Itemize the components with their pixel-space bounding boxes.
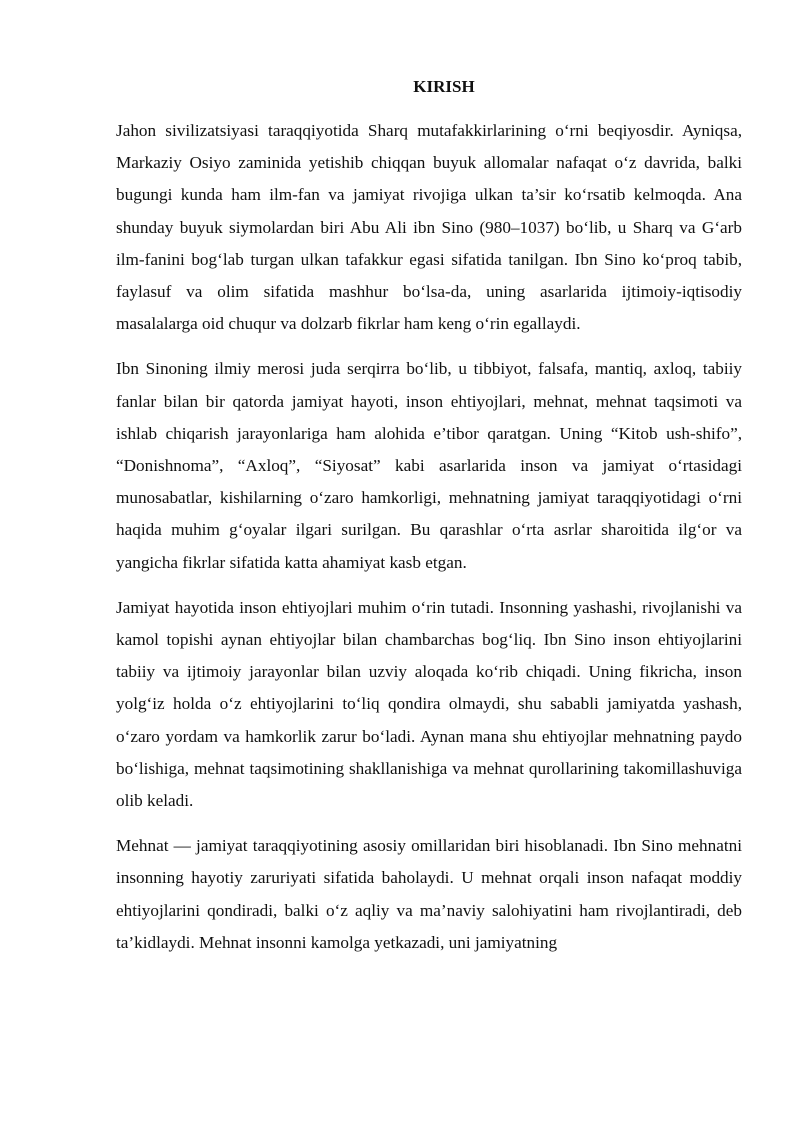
section-heading: KIRISH <box>413 77 475 96</box>
paragraph-3: Jamiyat hayotida inson ehtiyojlari muhim o‘rin tutadi. Insonning yashashi, rivojlanishi va kamol topishi aynan ehtiyojlar bilan chambarchas bog‘liq. Ibn Sino inson ehtiyojlarini tabiiy va ijtimoiy jarayonlar bilan uzviy aloqada ko‘rib chiqadi. Uning fikricha, inson yolg‘iz holda o‘z ehtiyojlarini to‘liq qondira olmaydi, shu sababli jamiyatda yashash, o‘zaro yordam va hamkorlik zarur bo‘ladi. Aynan mana shu ehtiyojlar mehnatning paydo bo‘lishiga, mehnat taqsimotining shakllanishiga va mehnat qurollarining takomillashuviga olib keladi. <box>116 597 742 811</box>
paragraph-2: Ibn Sinoning ilmiy merosi juda serqirra bo‘lib, u tibbiyot, falsafa, mantiq, axloq, tabiiy fanlar bilan bir qatorda jamiyat hayoti, inson ehtiyojlari, mehnat, mehnat taqsimoti va ishlab chiqarish jarayonlariga ham alohida e’tibor qaratgan. Uning “Kitob ush-shifo”, “Donishnoma”, “Axloq”, “Siyosat” kabi asarlarida inson va jamiyat o‘rtasidagi munosabatlar, kishilarning o‘zaro hamkorligi, mehnatning jamiyat taraqqiyotidagi o‘rni haqida muhim g‘oyalar ilgari surilgan. Bu qarashlar o‘rta asrlar sharoitida ilg‘or va yangicha fikrlar sifatida katta ahamiyat kasb etgan. <box>116 359 742 572</box>
document-page <box>116 74 742 972</box>
paragraph-1: Jahon sivilizatsiyasi taraqqiyotida Sharq mutafakkirlarining o‘rni beqiyosdir. Ayniqsa, Markaziy Osiyo zaminida yetishib chiqqan buyuk allomalar nafaqat o‘z davrida, balki bugungi kunda ham ilm-fan va jamiyat rivojiga ulkan ta’sir ko‘rsatib kelmoqda. Ana shunday buyuk siymolardan biri Abu Ali ibn Sino (980–1037) bo‘lib, u Sharq va G‘arb ilm-fanini bog‘lab turgan ulkan tafakkur egasi sifatida tanilgan. Ibn Sino ko‘proq tabib, faylasuf va olim sifatida mashhur bo‘lsa-da, uning asarlarida ijtimoiy-iqtisodiy masalalarga oid chuqur va dolzarb fikrlar ham keng o‘rin egallaydi. <box>116 121 742 334</box>
paragraph-4: Mehnat — jamiyat taraqqiyotining asosiy omillaridan biri hisoblanadi. Ibn Sino mehnatni insonning hayotiy zaruriyati sifatida baholaydi. U mehnat orqali inson nafaqat moddiy ehtiyojlarini qondiradi, balki o‘z aqliy va ma’naviy salohiyatini ham rivojlantiradi, deb ta’kidlaydi. Mehnat insonni kamolga yetkazadi, uni jamiyatning <box>116 836 742 952</box>
